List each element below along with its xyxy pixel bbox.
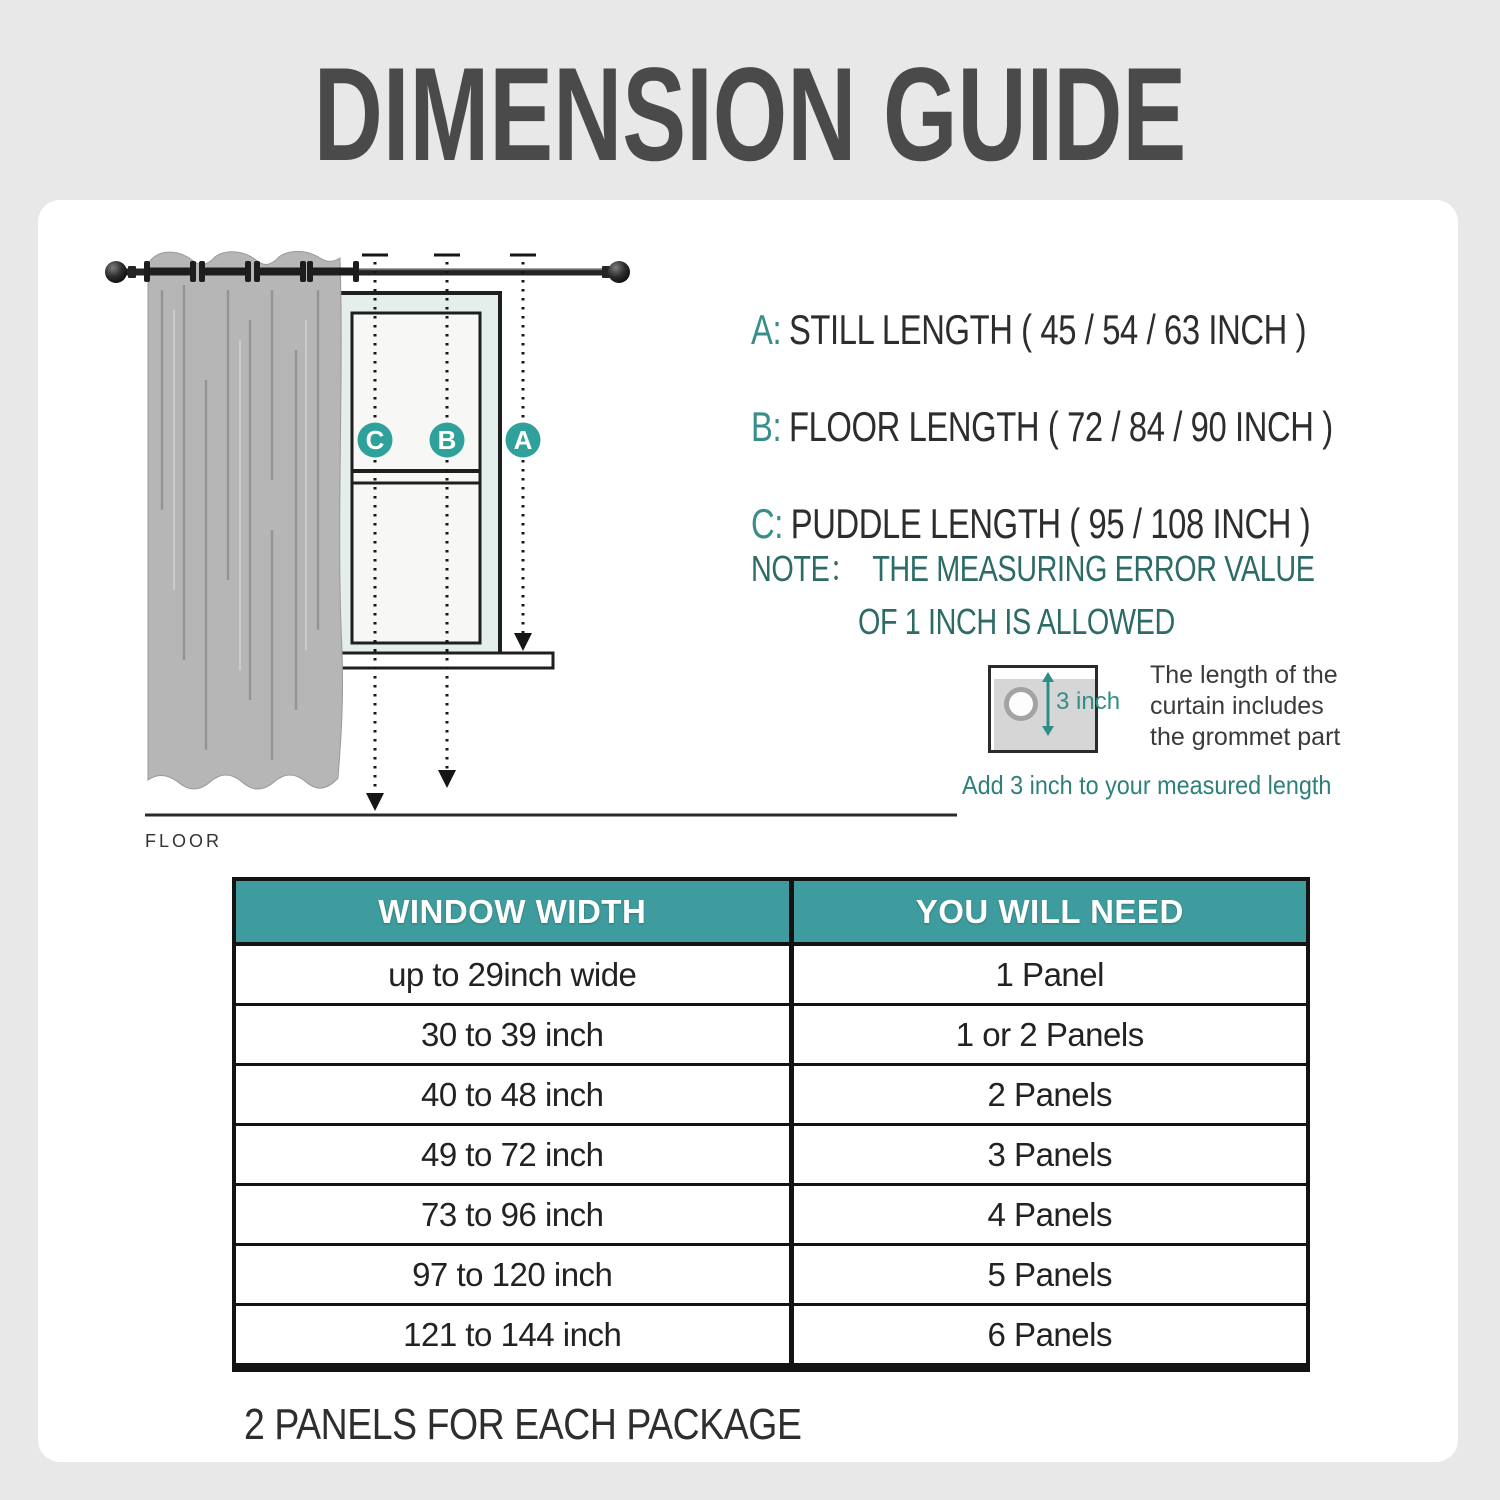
- measurement-line-a: [751, 306, 1306, 354]
- table-header-you-will-need: YOU WILL NEED: [791, 879, 1308, 944]
- floor-label: FLOOR: [145, 831, 223, 851]
- note-prefix: NOTE：: [751, 548, 858, 589]
- panel-size-table: [232, 877, 1310, 1372]
- measurement-markers: [358, 423, 541, 458]
- table-row: [234, 1125, 1308, 1185]
- panels-needed-cell: 6 Panels: [791, 1305, 1308, 1368]
- rod-finial-left: [105, 261, 127, 283]
- table-row: [234, 1185, 1308, 1245]
- table-row: [234, 1005, 1308, 1065]
- panels-needed-cell: 4 Panels: [791, 1185, 1308, 1245]
- marker-a-label: A: [513, 425, 533, 455]
- marker-b-label: B: [437, 425, 457, 455]
- window-width-cell: up to 29inch wide: [234, 944, 791, 1005]
- note-line-1: [751, 541, 1315, 592]
- grommet-description-line2: curtain includes: [1150, 692, 1324, 720]
- panels-needed-cell: 3 Panels: [791, 1125, 1308, 1185]
- page-title: DIMENSION GUIDE: [313, 41, 1187, 189]
- table-header-row: [234, 879, 1308, 944]
- measurement-c-text: PUDDLE LENGTH ( 95 / 108 INCH ): [790, 500, 1311, 547]
- table-row: [234, 1065, 1308, 1125]
- grommet-ring-icon: [1004, 687, 1038, 721]
- panels-needed-cell: 2 Panels: [791, 1065, 1308, 1125]
- window-width-cell: 121 to 144 inch: [234, 1305, 791, 1368]
- measurement-b-label: B:: [751, 403, 782, 450]
- measurement-a-label: A:: [751, 306, 782, 353]
- grommet-measure-arrow-icon: [1039, 671, 1057, 737]
- measurement-a-text: STILL LENGTH ( 45 / 54 / 63 INCH ): [788, 306, 1307, 353]
- measurement-line-b: [751, 403, 1333, 451]
- curtain-illustration: [148, 251, 343, 789]
- window-width-cell: 30 to 39 inch: [234, 1005, 791, 1065]
- grommet-description-line3: the grommet part: [1150, 723, 1341, 751]
- rod-finial-right: [608, 261, 630, 283]
- note-text-1: THE MEASURING ERROR VALUE: [872, 548, 1315, 589]
- measurement-b-text: FLOOR LENGTH ( 72 / 84 / 90 INCH ): [788, 403, 1333, 450]
- window-width-cell: 97 to 120 inch: [234, 1245, 791, 1305]
- window-illustration: [337, 293, 500, 660]
- note-line-2: OF 1 INCH IS ALLOWED: [858, 601, 1175, 642]
- grommet-size-label: 3 inch: [1056, 688, 1121, 715]
- table-row: [234, 1245, 1308, 1305]
- window-width-cell: 73 to 96 inch: [234, 1185, 791, 1245]
- panels-needed-cell: 1 or 2 Panels: [791, 1005, 1308, 1065]
- window-width-cell: 40 to 48 inch: [234, 1065, 791, 1125]
- grommet-tip: Add 3 inch to your measured length: [962, 770, 1332, 800]
- panels-needed-cell: 5 Panels: [791, 1245, 1308, 1305]
- window-width-cell: 49 to 72 inch: [234, 1125, 791, 1185]
- panels-needed-cell: 1 Panel: [791, 944, 1308, 1005]
- table-row: [234, 944, 1308, 1005]
- table-row: [234, 1305, 1308, 1368]
- marker-c-label: C: [365, 425, 385, 455]
- measurement-c-label: C:: [751, 500, 783, 547]
- grommet-description: [1150, 660, 1340, 753]
- grommet-description-line1: The length of the: [1150, 661, 1338, 689]
- package-note: 2 PANELS FOR EACH PACKAGE: [244, 1400, 802, 1449]
- table-header-window-width: WINDOW WIDTH: [234, 879, 791, 944]
